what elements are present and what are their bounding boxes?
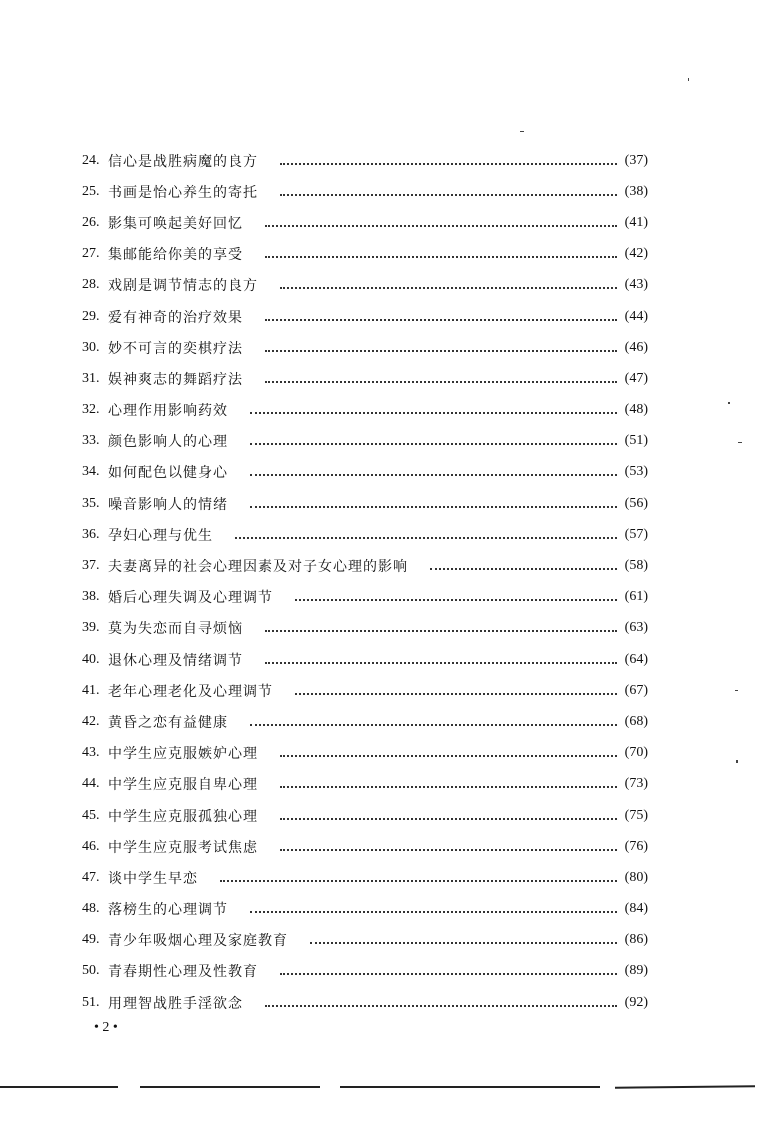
dot-leader bbox=[295, 693, 617, 695]
toc-entry bbox=[82, 987, 648, 1018]
toc-entry bbox=[82, 706, 648, 737]
toc-entry-number: 27. bbox=[82, 246, 100, 262]
toc-entry bbox=[82, 613, 648, 644]
dot-leader bbox=[250, 443, 617, 445]
toc-entry-page: (58) bbox=[624, 558, 648, 574]
toc-entry bbox=[82, 550, 648, 581]
toc-entry bbox=[82, 644, 648, 675]
toc-entry-page: (61) bbox=[624, 589, 648, 605]
toc-entry-number: 36. bbox=[82, 526, 100, 542]
toc-entry-title: 影集可唤起美好回忆 bbox=[108, 215, 243, 232]
dot-leader bbox=[280, 755, 617, 757]
table-of-contents bbox=[82, 145, 648, 1018]
dot-leader bbox=[265, 630, 617, 632]
toc-entry-number: 28. bbox=[82, 277, 100, 293]
toc-entry-title: 中学生应克服自卑心理 bbox=[108, 777, 258, 794]
dot-leader bbox=[280, 818, 617, 820]
toc-entry-number: 32. bbox=[82, 402, 100, 418]
toc-entry-number: 34. bbox=[82, 464, 100, 480]
toc-entry-title: 娱神爽志的舞蹈疗法 bbox=[108, 371, 243, 388]
toc-entry bbox=[82, 270, 648, 301]
toc-entry-page: (37) bbox=[624, 152, 648, 168]
toc-entry-page: (47) bbox=[624, 370, 648, 386]
toc-entry-number: 46. bbox=[82, 838, 100, 854]
toc-entry-page: (64) bbox=[624, 651, 648, 667]
toc-entry-title: 中学生应克服考试焦虑 bbox=[108, 839, 258, 856]
toc-entry-page: (51) bbox=[624, 433, 648, 449]
toc-entry-number: 31. bbox=[82, 370, 100, 386]
dot-leader bbox=[280, 973, 617, 975]
dot-leader bbox=[265, 256, 617, 258]
toc-entry-number: 45. bbox=[82, 807, 100, 823]
toc-entry-title: 退休心理及情绪调节 bbox=[108, 652, 243, 669]
toc-entry-number: 42. bbox=[82, 713, 100, 729]
toc-entry-title: 噪音影响人的情绪 bbox=[108, 496, 228, 513]
toc-entry-number: 33. bbox=[82, 433, 100, 449]
toc-entry-title: 如何配色以健身心 bbox=[108, 465, 228, 482]
toc-entry bbox=[82, 862, 648, 893]
toc-entry-page: (68) bbox=[624, 713, 648, 729]
toc-entry-page: (48) bbox=[624, 402, 648, 418]
toc-entry-title: 夫妻离异的社会心理因素及对子女心理的影响 bbox=[108, 559, 408, 576]
scan-edge-line bbox=[0, 1086, 118, 1088]
scan-speck bbox=[738, 442, 742, 443]
scan-speck bbox=[728, 402, 730, 404]
toc-entry bbox=[82, 207, 648, 238]
toc-entry-number: 50. bbox=[82, 963, 100, 979]
scan-speck bbox=[520, 131, 524, 132]
toc-entry-number: 48. bbox=[82, 901, 100, 917]
toc-entry-title: 书画是怡心养生的寄托 bbox=[108, 184, 258, 201]
dot-leader bbox=[310, 942, 617, 944]
toc-entry-page: (42) bbox=[624, 246, 648, 262]
dot-leader bbox=[250, 506, 617, 508]
scan-speck bbox=[736, 760, 738, 763]
toc-entry-number: 25. bbox=[82, 183, 100, 199]
dot-leader bbox=[430, 568, 617, 570]
dot-leader bbox=[265, 662, 617, 664]
dot-leader bbox=[265, 381, 617, 383]
toc-entry-title: 信心是战胜病魔的良方 bbox=[108, 153, 258, 170]
toc-entry bbox=[82, 301, 648, 332]
toc-entry-number: 43. bbox=[82, 745, 100, 761]
toc-entry-page: (63) bbox=[624, 620, 648, 636]
dot-leader bbox=[280, 786, 617, 788]
toc-entry-number: 40. bbox=[82, 651, 100, 667]
toc-entry bbox=[82, 519, 648, 550]
scan-speck bbox=[735, 690, 738, 691]
toc-entry bbox=[82, 956, 648, 987]
scan-speck bbox=[688, 78, 689, 81]
toc-entry-title: 中学生应克服孤独心理 bbox=[108, 808, 258, 825]
dot-leader bbox=[265, 225, 617, 227]
toc-entry bbox=[82, 176, 648, 207]
toc-entry-page: (89) bbox=[624, 963, 648, 979]
toc-entry-page: (76) bbox=[624, 838, 648, 854]
toc-entry bbox=[82, 831, 648, 862]
dot-leader bbox=[235, 537, 617, 539]
toc-entry bbox=[82, 332, 648, 363]
page-number: • 2 • bbox=[94, 1020, 118, 1035]
toc-entry-page: (67) bbox=[624, 682, 648, 698]
toc-entry-number: 39. bbox=[82, 620, 100, 636]
dot-leader bbox=[265, 1005, 617, 1007]
toc-entry-title: 婚后心理失调及心理调节 bbox=[108, 590, 273, 607]
toc-entry-number: 35. bbox=[82, 495, 100, 511]
dot-leader bbox=[265, 319, 617, 321]
toc-entry-page: (44) bbox=[624, 308, 648, 324]
toc-entry bbox=[82, 426, 648, 457]
toc-entry-title: 用理智战胜手淫欲念 bbox=[108, 995, 243, 1012]
toc-entry-number: 44. bbox=[82, 776, 100, 792]
toc-entry-page: (75) bbox=[624, 807, 648, 823]
toc-entry-page: (46) bbox=[624, 339, 648, 355]
toc-entry-number: 47. bbox=[82, 869, 100, 885]
toc-entry bbox=[82, 363, 648, 394]
toc-entry-title: 孕妇心理与优生 bbox=[108, 527, 213, 544]
toc-entry-page: (84) bbox=[624, 901, 648, 917]
toc-entry-title: 落榜生的心理调节 bbox=[108, 902, 228, 919]
toc-entry-number: 38. bbox=[82, 589, 100, 605]
toc-entry-number: 29. bbox=[82, 308, 100, 324]
toc-entry bbox=[82, 145, 648, 176]
toc-entry-title: 黄昏之恋有益健康 bbox=[108, 714, 228, 731]
toc-entry-title: 青少年吸烟心理及家庭教育 bbox=[108, 933, 288, 950]
toc-entry-title: 爱有神奇的治疗效果 bbox=[108, 309, 243, 326]
toc-entry-title: 戏剧是调节情志的良方 bbox=[108, 278, 258, 295]
toc-entry bbox=[82, 894, 648, 925]
toc-entry-page: (92) bbox=[624, 994, 648, 1010]
dot-leader bbox=[280, 849, 617, 851]
toc-entry-title: 老年心理老化及心理调节 bbox=[108, 683, 273, 700]
dot-leader bbox=[280, 287, 617, 289]
toc-entry-title: 妙不可言的奕棋疗法 bbox=[108, 340, 243, 357]
dot-leader bbox=[250, 412, 617, 414]
toc-entry-title: 集邮能给你美的享受 bbox=[108, 247, 243, 264]
toc-entry-page: (57) bbox=[624, 526, 648, 542]
toc-entry-page: (56) bbox=[624, 495, 648, 511]
toc-entry bbox=[82, 457, 648, 488]
toc-entry-title: 谈中学生早恋 bbox=[108, 870, 198, 887]
toc-entry bbox=[82, 925, 648, 956]
toc-entry-title: 中学生应克服嫉妒心理 bbox=[108, 746, 258, 763]
toc-entry-title: 青春期性心理及性教育 bbox=[108, 964, 258, 981]
toc-entry-number: 37. bbox=[82, 558, 100, 574]
toc-entry-title: 心理作用影响药效 bbox=[108, 403, 228, 420]
scan-edge-line bbox=[140, 1086, 320, 1088]
toc-entry-number: 51. bbox=[82, 994, 100, 1010]
toc-entry-title: 莫为失恋而自寻烦恼 bbox=[108, 621, 243, 638]
toc-entry bbox=[82, 239, 648, 270]
dot-leader bbox=[295, 599, 617, 601]
toc-entry-number: 30. bbox=[82, 339, 100, 355]
toc-entry bbox=[82, 395, 648, 426]
toc-entry-title: 颜色影响人的心理 bbox=[108, 434, 228, 451]
toc-entry-page: (43) bbox=[624, 277, 648, 293]
toc-entry-page: (38) bbox=[624, 183, 648, 199]
toc-entry-number: 24. bbox=[82, 152, 100, 168]
dot-leader bbox=[280, 194, 617, 196]
toc-entry-page: (70) bbox=[624, 745, 648, 761]
toc-entry bbox=[82, 582, 648, 613]
scan-edge-line bbox=[615, 1085, 755, 1088]
dot-leader bbox=[220, 880, 617, 882]
dot-leader bbox=[250, 474, 617, 476]
toc-entry bbox=[82, 800, 648, 831]
toc-entry-page: (41) bbox=[624, 214, 648, 230]
scan-edge-line bbox=[340, 1086, 600, 1088]
toc-entry-page: (53) bbox=[624, 464, 648, 480]
dot-leader bbox=[250, 911, 617, 913]
toc-entry-number: 41. bbox=[82, 682, 100, 698]
toc-entry-page: (73) bbox=[624, 776, 648, 792]
dot-leader bbox=[280, 163, 617, 165]
toc-entry-page: (80) bbox=[624, 869, 648, 885]
toc-entry bbox=[82, 738, 648, 769]
dot-leader bbox=[250, 724, 617, 726]
toc-entry-number: 26. bbox=[82, 214, 100, 230]
toc-entry-page: (86) bbox=[624, 932, 648, 948]
toc-entry bbox=[82, 488, 648, 519]
toc-entry bbox=[82, 769, 648, 800]
toc-entry-number: 49. bbox=[82, 932, 100, 948]
toc-entry bbox=[82, 675, 648, 706]
dot-leader bbox=[265, 350, 617, 352]
